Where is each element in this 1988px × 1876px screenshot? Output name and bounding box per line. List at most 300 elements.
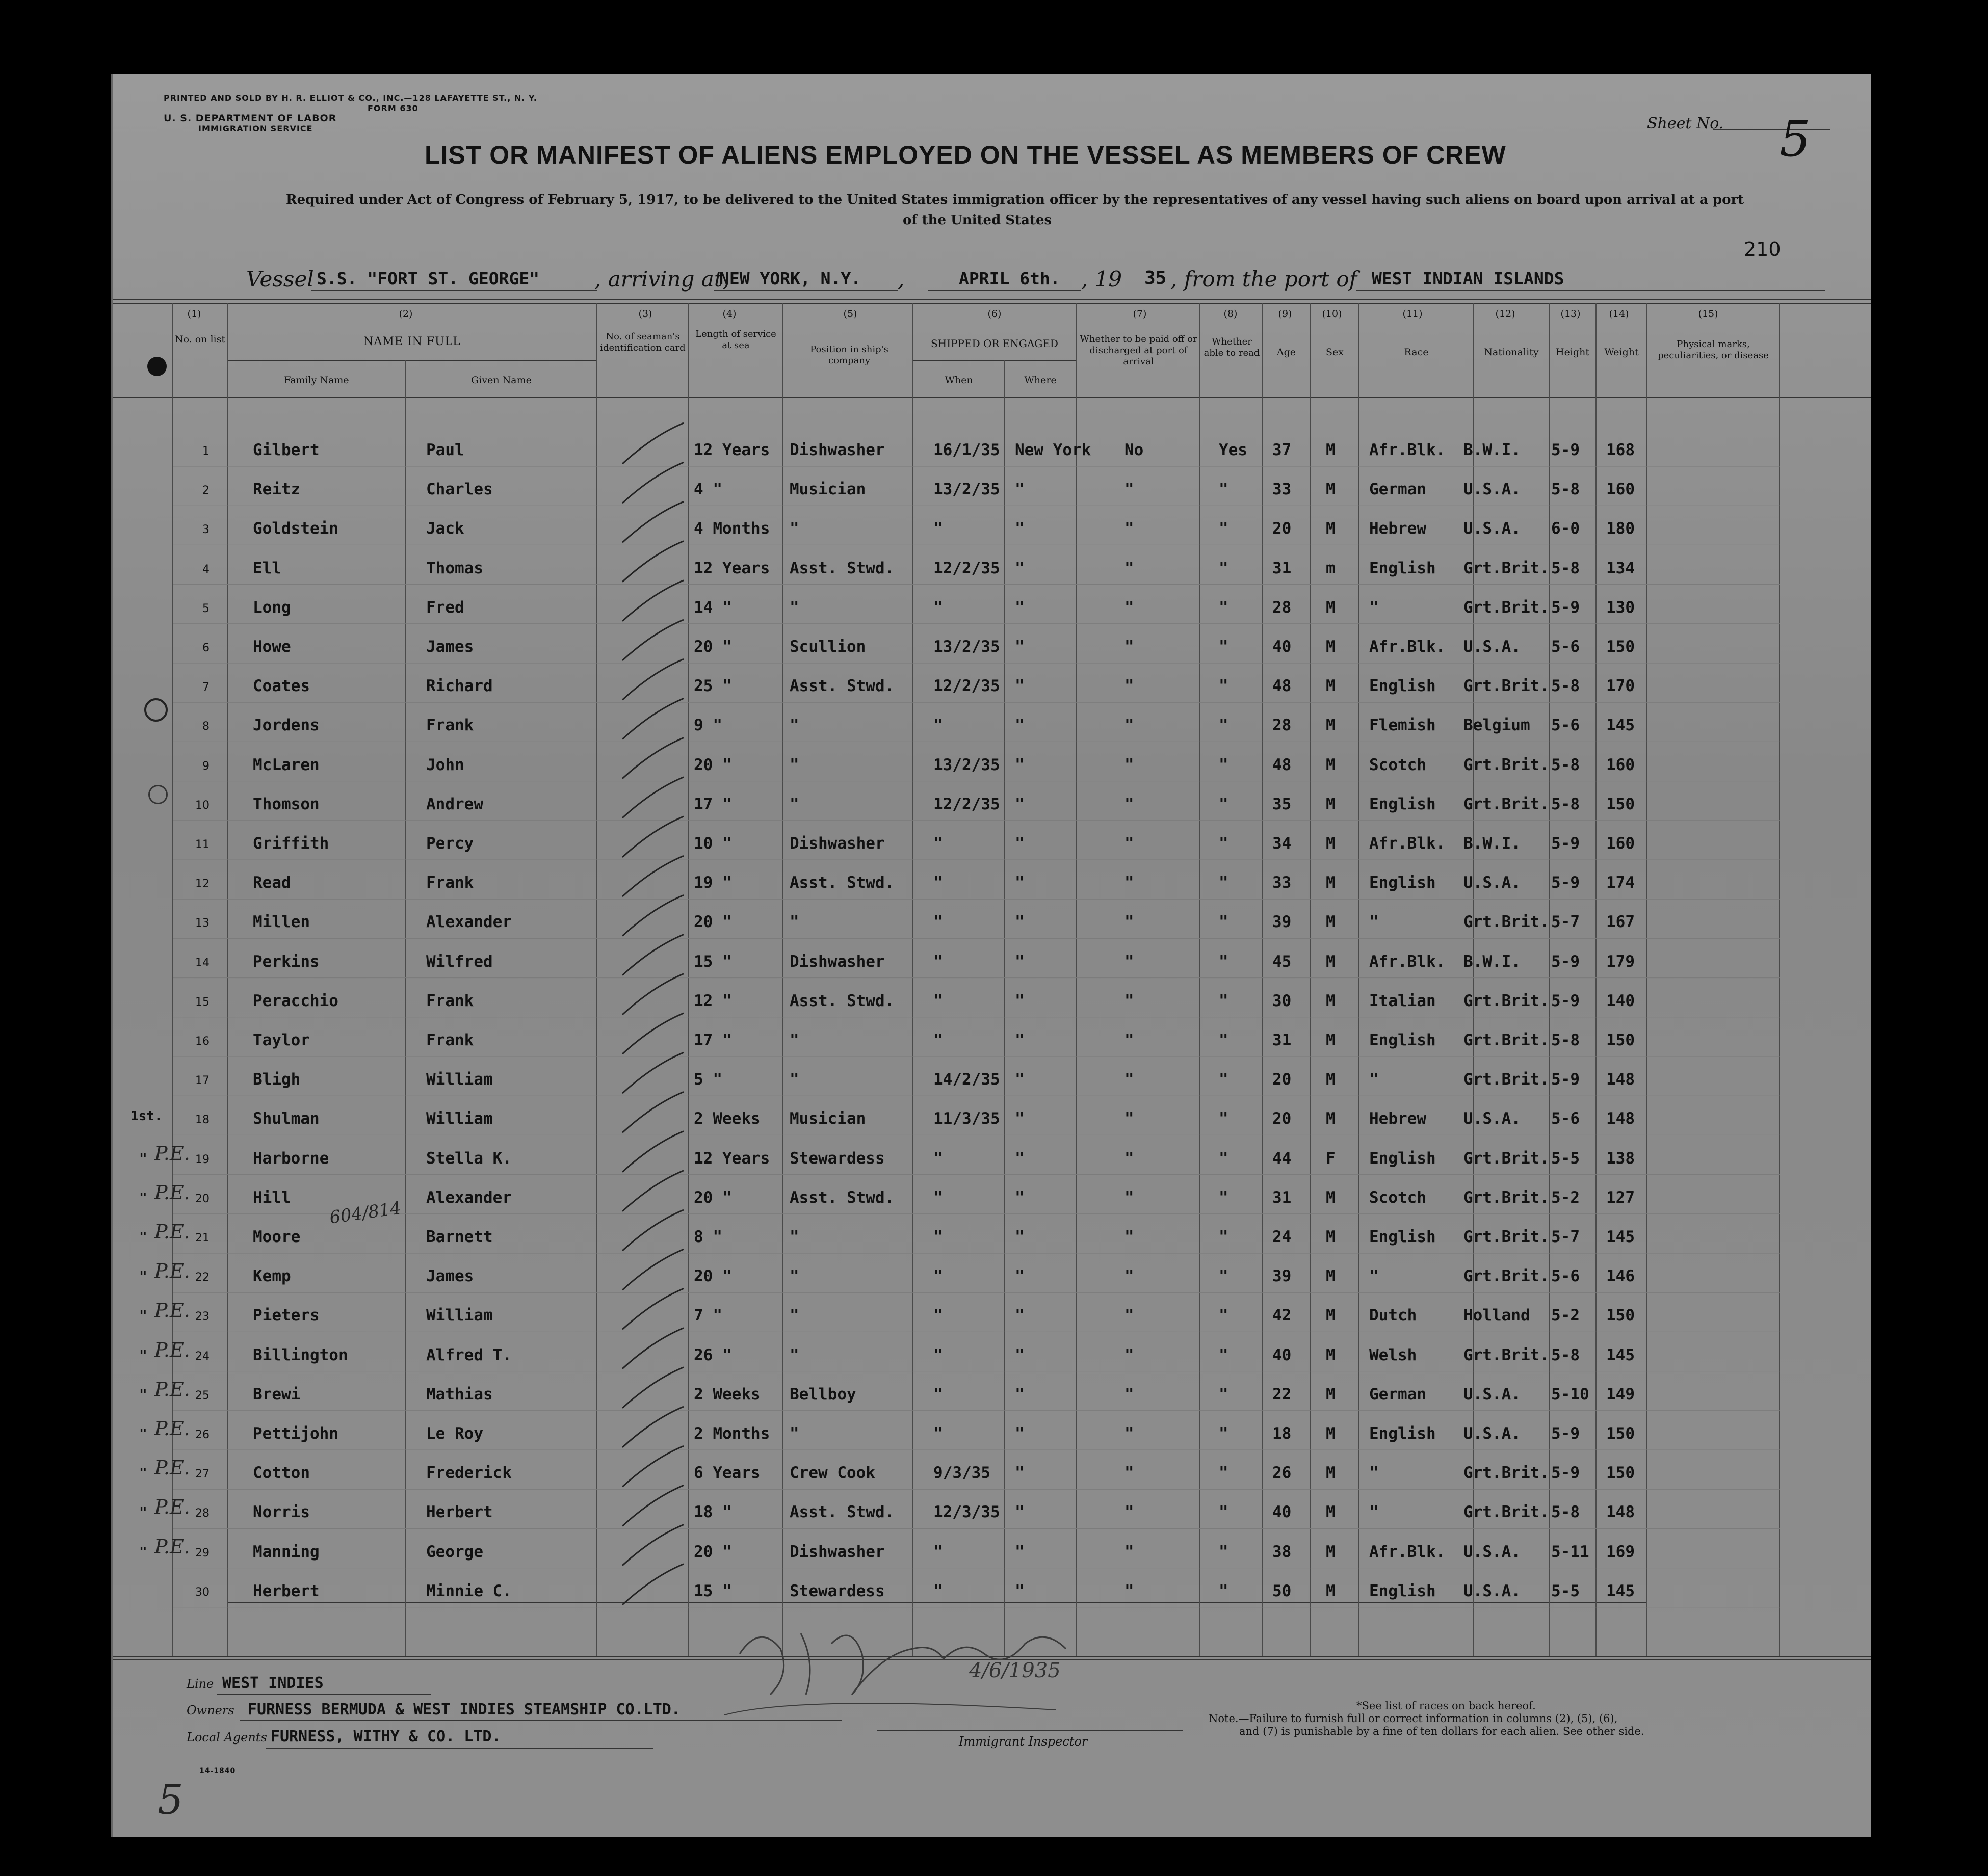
cell-sex: M (1326, 795, 1336, 813)
margin-note-id: 604/814 (328, 1198, 403, 1228)
cell-where: " (1015, 1267, 1025, 1286)
cell-given: Frank (426, 1031, 474, 1049)
cell-where: " (1015, 480, 1025, 499)
cell-position: " (790, 716, 799, 735)
cell-weight: 150 (1606, 1464, 1635, 1483)
cell-age: 31 (1272, 559, 1292, 577)
cell-read: " (1219, 638, 1228, 656)
row-number: 4 (202, 563, 210, 576)
cell-nat: U.S.A. (1463, 1385, 1521, 1404)
department-label: U. S. DEPARTMENT OF LABOR (164, 113, 337, 124)
cell-when: " (933, 1542, 943, 1561)
cell-height: 5-11 (1551, 1542, 1589, 1561)
cell-where: " (1015, 1109, 1025, 1128)
cell-sex: M (1326, 1542, 1336, 1561)
cell-race: " (1369, 913, 1379, 932)
cell-length: 2 Weeks (694, 1109, 761, 1128)
cell-read: " (1219, 1109, 1228, 1128)
margin-ditto: " (139, 1466, 147, 1482)
cell-where: " (1015, 991, 1025, 1010)
cell-age: 48 (1272, 677, 1292, 696)
cell-height: 5-6 (1551, 1267, 1580, 1286)
margin-ditto: " (139, 1230, 147, 1245)
cell-given: William (426, 1306, 493, 1325)
header-no-on-list: No. on list (174, 334, 226, 345)
cell-weight: 150 (1606, 1031, 1635, 1049)
cell-paid: " (1124, 1424, 1134, 1443)
footer-line-label: Line (187, 1677, 214, 1691)
cell-weight: 134 (1606, 559, 1635, 577)
cell-age: 39 (1272, 1267, 1292, 1286)
cell-paid: " (1124, 716, 1134, 735)
cell-where: " (1015, 598, 1025, 617)
cell-family: Perkins (253, 952, 320, 971)
cell-paid: " (1124, 1542, 1134, 1561)
id-card-slash (622, 777, 684, 818)
cell-when: 16/1/35 (933, 441, 1000, 459)
id-card-slash (622, 620, 684, 660)
margin-pe-note: P.E. (154, 1142, 190, 1165)
header-when: When (945, 375, 973, 386)
margin-pe-note: P.E. (154, 1338, 190, 1361)
cell-height: 5-8 (1551, 480, 1580, 499)
cell-height: 5-2 (1551, 1188, 1580, 1207)
margin-ditto: " (139, 1426, 147, 1442)
cell-where: " (1015, 755, 1025, 774)
cell-when: 12/3/35 (933, 1503, 1000, 1522)
cell-weight: 170 (1606, 677, 1635, 696)
cell-weight: 160 (1606, 755, 1635, 774)
signature-date: 4/6/1935 (969, 1659, 1061, 1682)
id-card-slash (622, 1210, 684, 1251)
cell-nat: B.W.I. (1463, 441, 1521, 459)
cell-nat: U.S.A. (1463, 1581, 1521, 1600)
cell-family: Shulman (253, 1109, 320, 1128)
cell-weight: 150 (1606, 1424, 1635, 1443)
margin-ditto: " (139, 1347, 147, 1363)
cell-read: " (1219, 1188, 1228, 1207)
cell-nat: Grt.Brit. (1463, 677, 1549, 696)
year-suffix: 35 (1144, 268, 1167, 288)
cell-age: 40 (1272, 638, 1292, 656)
cell-age: 31 (1272, 1031, 1292, 1049)
cell-age: 39 (1272, 913, 1292, 932)
cell-length: 12 Years (694, 1149, 770, 1168)
column-number: (10) (1322, 308, 1342, 320)
footer-agents-underline (266, 1748, 653, 1749)
cell-when: 13/2/35 (933, 638, 1000, 656)
cell-length: 2 Months (694, 1424, 770, 1443)
cell-sex: M (1326, 1464, 1336, 1483)
arriving-label: , arriving at, (594, 267, 730, 292)
cell-age: 33 (1272, 480, 1292, 499)
cell-sex: M (1326, 913, 1336, 932)
margin-pe-note: P.E. (154, 1496, 190, 1519)
cell-when: " (933, 874, 943, 892)
cell-length: 20 " (694, 755, 732, 774)
id-card-slash (622, 816, 684, 857)
row-number: 10 (195, 799, 210, 812)
cell-paid: " (1124, 1464, 1134, 1483)
cell-where: " (1015, 952, 1025, 971)
row-number: 22 (195, 1271, 210, 1284)
cell-sex: M (1326, 1228, 1336, 1246)
cell-nat: Grt.Brit. (1463, 795, 1549, 813)
cell-race: " (1369, 1464, 1379, 1483)
footer-agents-label: Local Agents (187, 1730, 267, 1745)
cell-family: Thomson (253, 795, 320, 813)
cell-given: Andrew (426, 795, 483, 813)
cell-height: 5-9 (1551, 1070, 1580, 1089)
cell-weight: 145 (1606, 1228, 1635, 1246)
cell-where: " (1015, 834, 1025, 853)
cell-height: 5-9 (1551, 952, 1580, 971)
cell-position: " (790, 1306, 799, 1325)
cell-read: " (1219, 755, 1228, 774)
cell-family: Howe (253, 638, 291, 656)
cell-position: " (790, 598, 799, 617)
id-card-slash (622, 1564, 684, 1605)
cell-nat: U.S.A. (1463, 519, 1521, 538)
margin-ditto: " (139, 1544, 147, 1560)
id-card-slash (622, 580, 684, 621)
id-card-slash (622, 1407, 684, 1447)
cell-weight: 130 (1606, 598, 1635, 617)
margin-ditto: " (139, 1505, 147, 1521)
footer-owners-value: FURNESS BERMUDA & WEST INDIES STEAMSHIP CO.LTD. (248, 1701, 681, 1719)
cell-family: Millen (253, 913, 310, 932)
cell-read: " (1219, 677, 1228, 696)
cell-age: 45 (1272, 952, 1292, 971)
header-race: Race (1404, 347, 1429, 358)
header-family-name: Family Name (284, 375, 349, 386)
footer-note-line2: and (7) is punishable by a fine of ten dollars for each alien. See other side. (1239, 1725, 1644, 1737)
cell-height: 6-0 (1551, 519, 1580, 538)
cell-race: English (1369, 559, 1436, 577)
from-port: WEST INDIAN ISLANDS (1372, 269, 1564, 288)
cell-nat: Grt.Brit. (1463, 1031, 1549, 1049)
cell-paid: " (1124, 1385, 1134, 1404)
id-card-slash (622, 1131, 684, 1172)
cell-given: Fred (426, 598, 464, 617)
row-number: 14 (195, 956, 210, 969)
cell-length: 6 Years (694, 1464, 761, 1483)
header-given-name: Given Name (471, 375, 532, 386)
column-number: (5) (843, 308, 857, 320)
cell-given: John (426, 755, 464, 774)
cell-paid: " (1124, 1109, 1134, 1128)
cell-nat: Belgium (1463, 716, 1530, 735)
cell-race: Afr.Blk. (1369, 1542, 1446, 1561)
cell-height: 5-9 (1551, 874, 1580, 892)
cell-where: New York (1015, 441, 1091, 459)
cell-race: Scotch (1369, 1188, 1426, 1207)
cell-given: Frederick (426, 1464, 512, 1483)
cell-when: " (933, 716, 943, 735)
cell-height: 5-2 (1551, 1306, 1580, 1325)
cell-sex: M (1326, 834, 1336, 853)
cell-race: Hebrew (1369, 519, 1426, 538)
cell-sex: M (1326, 952, 1336, 971)
cell-where: " (1015, 1385, 1025, 1404)
cell-age: 31 (1272, 1188, 1292, 1207)
id-card-slash (622, 895, 684, 936)
margin-pe-note: P.E. (154, 1378, 190, 1401)
cell-position: " (790, 755, 799, 774)
cell-given: William (426, 1109, 493, 1128)
cell-weight: 145 (1606, 716, 1635, 735)
header-sex: Sex (1326, 347, 1344, 358)
column-number: (8) (1223, 308, 1238, 320)
cell-nat: Grt.Brit. (1463, 1228, 1549, 1246)
page-title: LIST OR MANIFEST OF ALIENS EMPLOYED ON THE VESSEL AS MEMBERS OF CREW (425, 141, 1506, 169)
cell-given: Thomas (426, 559, 483, 577)
cell-family: Herbert (253, 1581, 320, 1600)
cell-weight: 140 (1606, 991, 1635, 1010)
cell-when: " (933, 1149, 943, 1168)
cell-race: English (1369, 795, 1436, 813)
cell-position: Asst. Stwd. (790, 874, 895, 892)
header-paid-off: Whether to be paid off or discharged at port of arrival (1080, 334, 1197, 367)
cell-age: 28 (1272, 598, 1292, 617)
subtitle-line2: of the United States (903, 213, 1052, 228)
margin-pe-note: P.E. (154, 1535, 190, 1558)
cell-weight: 168 (1606, 441, 1635, 459)
row-number: 11 (195, 838, 210, 851)
cell-read: " (1219, 559, 1228, 577)
cell-read: " (1219, 1070, 1228, 1089)
footer-line-underline (217, 1694, 431, 1695)
cell-family: Pettijohn (253, 1424, 338, 1443)
cell-length: 20 " (694, 638, 732, 656)
cell-weight: 150 (1606, 638, 1635, 656)
cell-given: Charles (426, 480, 493, 499)
cell-paid: " (1124, 755, 1134, 774)
cell-height: 5-6 (1551, 638, 1580, 656)
cell-length: 26 " (694, 1345, 732, 1364)
cell-sex: M (1326, 480, 1336, 499)
cell-nat: Grt.Brit. (1463, 755, 1549, 774)
cell-nat: U.S.A. (1463, 1109, 1521, 1128)
cell-sex: M (1326, 1345, 1336, 1364)
cell-height: 5-9 (1551, 1464, 1580, 1483)
row-number: 20 (195, 1192, 210, 1205)
cell-read: " (1219, 480, 1228, 499)
cell-read: " (1219, 1464, 1228, 1483)
margin-pe-note: P.E. (154, 1417, 190, 1440)
cell-race: English (1369, 874, 1436, 892)
cell-age: 34 (1272, 834, 1292, 853)
cell-height: 5-7 (1551, 913, 1580, 932)
column-number: (11) (1402, 308, 1423, 320)
row-number: 2 (202, 484, 210, 497)
cell-age: 28 (1272, 716, 1292, 735)
header-weight: Weight (1604, 347, 1639, 358)
cell-when: " (933, 1424, 943, 1443)
cell-where: " (1015, 1464, 1025, 1483)
cell-position: Stewardess (790, 1149, 885, 1168)
cell-weight: 145 (1606, 1345, 1635, 1364)
cell-where: " (1015, 1503, 1025, 1522)
cell-paid: " (1124, 1581, 1134, 1600)
cell-paid: " (1124, 1188, 1134, 1207)
cell-given: Frank (426, 716, 474, 735)
cell-family: Harborne (253, 1149, 329, 1168)
cell-family: Kemp (253, 1267, 291, 1286)
cell-read: " (1219, 1267, 1228, 1286)
cell-when: " (933, 598, 943, 617)
cell-when: " (933, 1581, 943, 1600)
cell-paid: " (1124, 1503, 1134, 1522)
row-number: 23 (195, 1310, 210, 1324)
header-seaman-id: No. of seaman's identification card (600, 331, 686, 353)
cell-height: 5-5 (1551, 1581, 1580, 1600)
punch-hole (147, 357, 167, 376)
header-physical: Physical marks, peculiarities, or disease (1658, 339, 1769, 361)
cell-height: 5-6 (1551, 716, 1580, 735)
cell-sex: M (1326, 1306, 1336, 1325)
cell-sex: M (1326, 755, 1336, 774)
cell-height: 5-10 (1551, 1385, 1589, 1404)
margin-ditto: " (139, 1387, 147, 1403)
id-card-slash (622, 1171, 684, 1211)
manifest-sheet (111, 74, 1871, 1837)
cell-weight: 148 (1606, 1109, 1635, 1128)
inspector-label: Immigrant Inspector (959, 1734, 1088, 1749)
id-card-slash (622, 935, 684, 975)
header-position: Position in ship's company (810, 344, 888, 366)
cell-when: " (933, 991, 943, 1010)
cell-when: 9/3/35 (933, 1464, 990, 1483)
cell-nat: U.S.A. (1463, 1424, 1521, 1443)
cell-paid: " (1124, 559, 1134, 577)
cell-age: 26 (1272, 1464, 1292, 1483)
cell-nat: Grt.Brit. (1463, 1464, 1549, 1483)
id-card-slash (622, 1328, 684, 1369)
sheet-number: 5 (1780, 111, 1811, 168)
id-card-slash (622, 1485, 684, 1526)
cell-length: 17 " (694, 795, 732, 813)
cell-weight: 150 (1606, 795, 1635, 813)
cell-age: 50 (1272, 1581, 1292, 1600)
cell-where: " (1015, 716, 1025, 735)
header-name-in-full: NAME IN FULL (363, 335, 461, 348)
cell-when: 11/3/35 (933, 1109, 1000, 1128)
cell-age: 33 (1272, 874, 1292, 892)
cell-where: " (1015, 795, 1025, 813)
cell-length: 17 " (694, 1031, 732, 1049)
cell-nat: U.S.A. (1463, 480, 1521, 499)
cell-race: English (1369, 1149, 1436, 1168)
cell-family: Pieters (253, 1306, 320, 1325)
row-number: 12 (195, 878, 210, 891)
cell-given: George (426, 1542, 483, 1561)
cell-where: " (1015, 913, 1025, 932)
cell-paid: " (1124, 1149, 1134, 1168)
cell-race: Italian (1369, 991, 1436, 1010)
cell-nat: U.S.A. (1463, 1542, 1521, 1561)
cell-read: " (1219, 952, 1228, 971)
cell-when: " (933, 1267, 943, 1286)
cell-length: 12 Years (694, 441, 770, 459)
cell-sex: M (1326, 598, 1336, 617)
cell-position: Bellboy (790, 1385, 856, 1404)
cell-position: Musician (790, 480, 866, 499)
cell-nat: Grt.Brit. (1463, 1267, 1549, 1286)
row-number: 24 (195, 1350, 210, 1363)
cell-height: 5-8 (1551, 1345, 1580, 1364)
cell-read: " (1219, 519, 1228, 538)
cell-race: Welsh (1369, 1345, 1417, 1364)
cell-length: 20 " (694, 1267, 732, 1286)
column-number: (2) (399, 308, 413, 320)
cell-read: " (1219, 1503, 1228, 1522)
cell-given: James (426, 1267, 474, 1286)
cell-paid: " (1124, 991, 1134, 1010)
margin-pe-note: P.E. (154, 1221, 190, 1243)
cell-where: " (1015, 1228, 1025, 1246)
cell-height: 5-9 (1551, 1424, 1580, 1443)
punch-hole (148, 785, 168, 804)
cell-position: Crew Cook (790, 1464, 875, 1483)
cell-weight: 167 (1606, 913, 1635, 932)
cell-where: " (1015, 677, 1025, 696)
row-number: 6 (202, 642, 210, 654)
cell-nat: Grt.Brit. (1463, 1345, 1549, 1364)
margin-ditto: " (139, 1308, 147, 1324)
cell-where: " (1015, 638, 1025, 656)
row-number: 16 (195, 1035, 210, 1048)
cell-height: 5-8 (1551, 559, 1580, 577)
form-number: FORM 630 (368, 103, 418, 113)
cell-race: German (1369, 1385, 1426, 1404)
header-shipped: SHIPPED OR ENGAGED (931, 337, 1058, 350)
cell-length: 20 " (694, 1188, 732, 1207)
cell-race: Dutch (1369, 1306, 1417, 1325)
cell-where: " (1015, 1581, 1025, 1600)
id-card-slash (622, 1092, 684, 1132)
margin-pe-note: P.E. (154, 1181, 190, 1204)
row-number: 19 (195, 1153, 210, 1166)
cell-paid: " (1124, 913, 1134, 932)
cell-paid: " (1124, 874, 1134, 892)
cell-position: Asst. Stwd. (790, 1188, 895, 1207)
cell-position: Scullion (790, 638, 866, 656)
cell-age: 37 (1272, 441, 1292, 459)
cell-race: Scotch (1369, 755, 1426, 774)
cell-given: Barnett (426, 1228, 493, 1246)
cell-given: Le Roy (426, 1424, 483, 1443)
cell-when: 12/2/35 (933, 559, 1000, 577)
row-number: 27 (195, 1468, 210, 1481)
cell-family: Long (253, 598, 291, 617)
cell-read: " (1219, 1581, 1228, 1600)
id-card-slash (622, 462, 684, 503)
corner-number: 5 (158, 1776, 184, 1824)
cell-age: 24 (1272, 1228, 1292, 1246)
cell-where: " (1015, 1424, 1025, 1443)
cell-weight: 169 (1606, 1542, 1635, 1561)
cell-where: " (1015, 1188, 1025, 1207)
cell-sex: M (1326, 874, 1336, 892)
cell-weight: 180 (1606, 519, 1635, 538)
cell-race: Afr.Blk. (1369, 638, 1446, 656)
cell-age: 44 (1272, 1149, 1292, 1168)
cell-given: William (426, 1070, 493, 1089)
cell-race: " (1369, 1267, 1379, 1286)
cell-given: Alexander (426, 913, 512, 932)
column-number: (3) (638, 308, 652, 320)
